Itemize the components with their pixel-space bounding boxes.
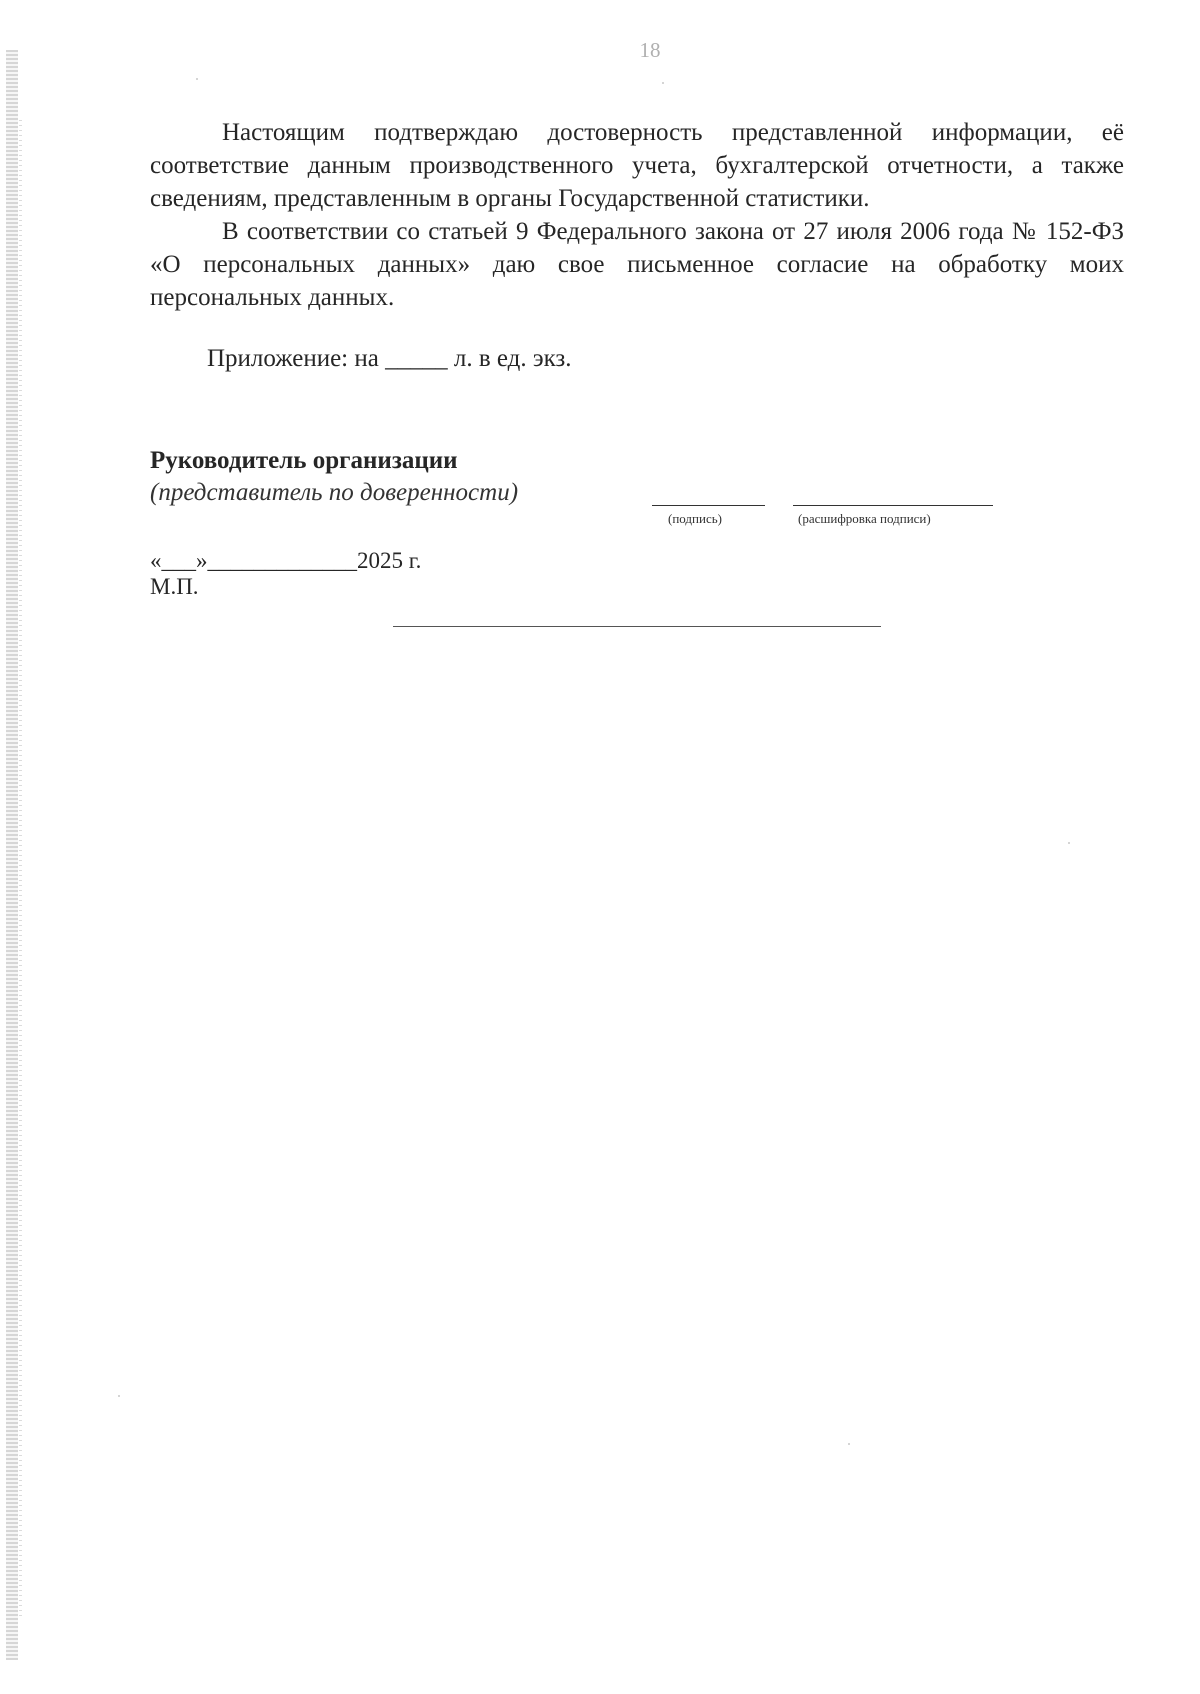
signature-caption: (подпись) — [668, 511, 722, 526]
consent-paragraph: В соответствии со статьей 9 Федерального закона от 27 июля 2006 года № 152-ФЗ «О персональных данных» даю свое письменное согласие на обработку моих персональных данных. — [150, 218, 1124, 311]
scan-speck — [848, 1443, 850, 1445]
scan-speck — [196, 78, 198, 80]
date-line: «___»_____________2025 г. — [150, 548, 422, 573]
seal-label: М.П. — [150, 574, 199, 599]
signature-decoding-line — [793, 505, 993, 506]
scan-binding-edge — [6, 50, 18, 1660]
appendix-line: Приложение: на _____ л. в ед. экз. — [207, 345, 572, 372]
head-title: Руководитель организации — [150, 447, 458, 474]
signature-line — [652, 505, 765, 506]
scan-speck — [1068, 842, 1070, 844]
head-subtitle: (представитель по доверенности) — [150, 479, 519, 506]
scan-speck — [118, 1395, 120, 1397]
scan-binding-edge-inner — [19, 120, 22, 1620]
bottom-rule — [393, 626, 881, 627]
signature-decoding-caption: (расшифровка подписи) — [798, 511, 931, 526]
page-number: 18 — [639, 38, 661, 62]
confirmation-paragraph: Настоящим подтверждаю достоверность представленной информации, её соответствие данным производственного учета, бухгалтерской отчетности, а также сведениям, представленным в органы Государственной статистики. — [150, 119, 1124, 212]
scan-speck — [662, 82, 664, 84]
body-text — [150, 116, 1124, 314]
